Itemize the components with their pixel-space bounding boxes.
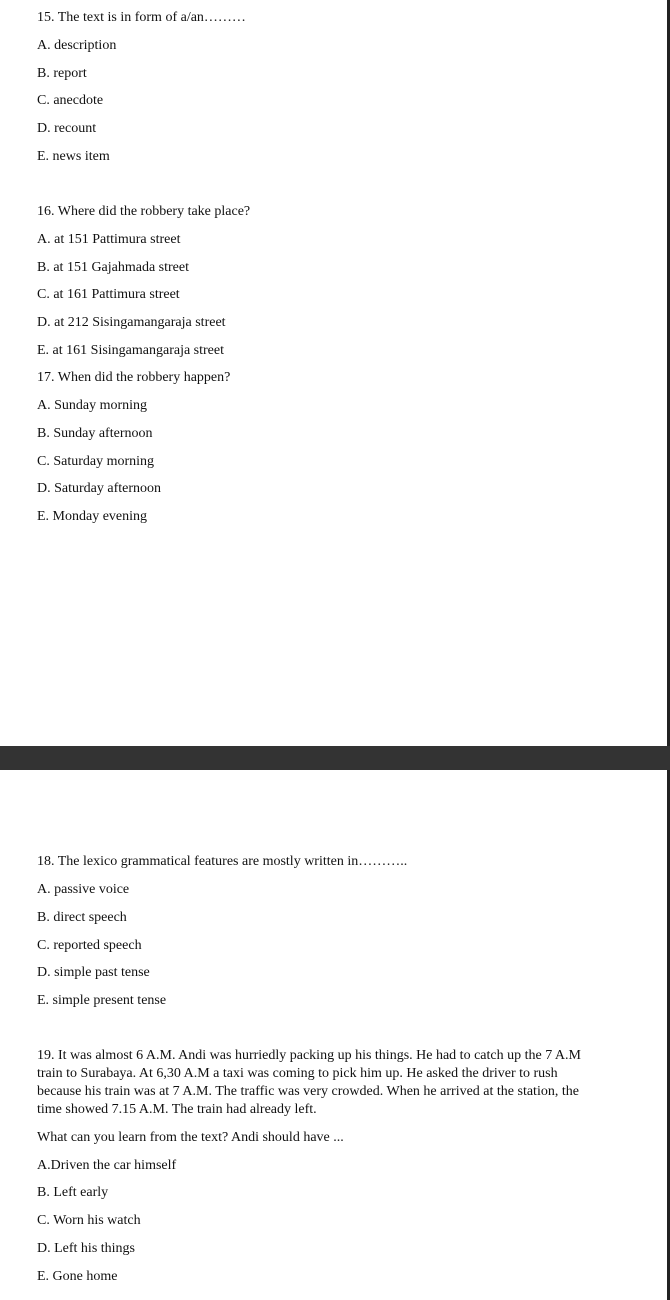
- q18-option-a: A. passive voice: [37, 882, 130, 897]
- q18-option-d: D. simple past tense: [37, 965, 150, 980]
- q19-option-d: D. Left his things: [37, 1241, 135, 1256]
- question-18-text: 18. The lexico grammatical features are mostly written in………..: [37, 854, 408, 869]
- question-19-passage: 19. It was almost 6 A.M. Andi was hurriedly packing up his things. He had to catch up the 7 A.M train to Surabaya. At 6,30 A.M a taxi was coming to pick him up. He asked the driver to rush because his train was at 7 A.M. The traffic was very crowded. When he arrived at the station, the time showed 7.15 A.M. The train had already left.: [37, 1048, 581, 1117]
- q19-option-c: C. Worn his watch: [37, 1213, 141, 1228]
- q16-option-b: B. at 151 Gajahmada street: [37, 260, 190, 275]
- question-15-text: 15. The text is in form of a/an………: [37, 10, 246, 25]
- question-19-text: What can you learn from the text? Andi should have ...: [37, 1130, 344, 1145]
- q19-option-b: B. Left early: [37, 1185, 109, 1200]
- q16-option-a: A. at 151 Pattimura street: [37, 232, 181, 247]
- page-separator: [0, 746, 670, 770]
- q18-option-b: B. direct speech: [37, 910, 127, 925]
- q16-option-c: C. at 161 Pattimura street: [37, 287, 180, 302]
- q15-option-d: D. recount: [37, 121, 97, 136]
- q15-option-b: B. report: [37, 66, 87, 81]
- q19-option-e: E. Gone home: [37, 1269, 118, 1284]
- q18-option-c: C. reported speech: [37, 938, 142, 953]
- q15-option-e: E. news item: [37, 149, 110, 164]
- q19-option-a: A.Driven the car himself: [37, 1158, 177, 1173]
- q16-option-e: E. at 161 Sisingamangaraja street: [37, 343, 224, 358]
- q15-option-c: C. anecdote: [37, 93, 104, 108]
- q18-option-e: E. simple present tense: [37, 993, 167, 1008]
- q15-option-a: A. description: [37, 38, 117, 53]
- q17-option-c: C. Saturday morning: [37, 454, 155, 469]
- q17-option-d: D. Saturday afternoon: [37, 481, 162, 496]
- q16-option-d: D. at 212 Sisingamangaraja street: [37, 315, 226, 330]
- question-16-text: 16. Where did the robbery take place?: [37, 204, 251, 219]
- question-17-text: 17. When did the robbery happen?: [37, 370, 231, 385]
- q17-option-b: B. Sunday afternoon: [37, 426, 153, 441]
- q17-option-e: E. Monday evening: [37, 509, 148, 524]
- q17-option-a: A. Sunday morning: [37, 398, 148, 413]
